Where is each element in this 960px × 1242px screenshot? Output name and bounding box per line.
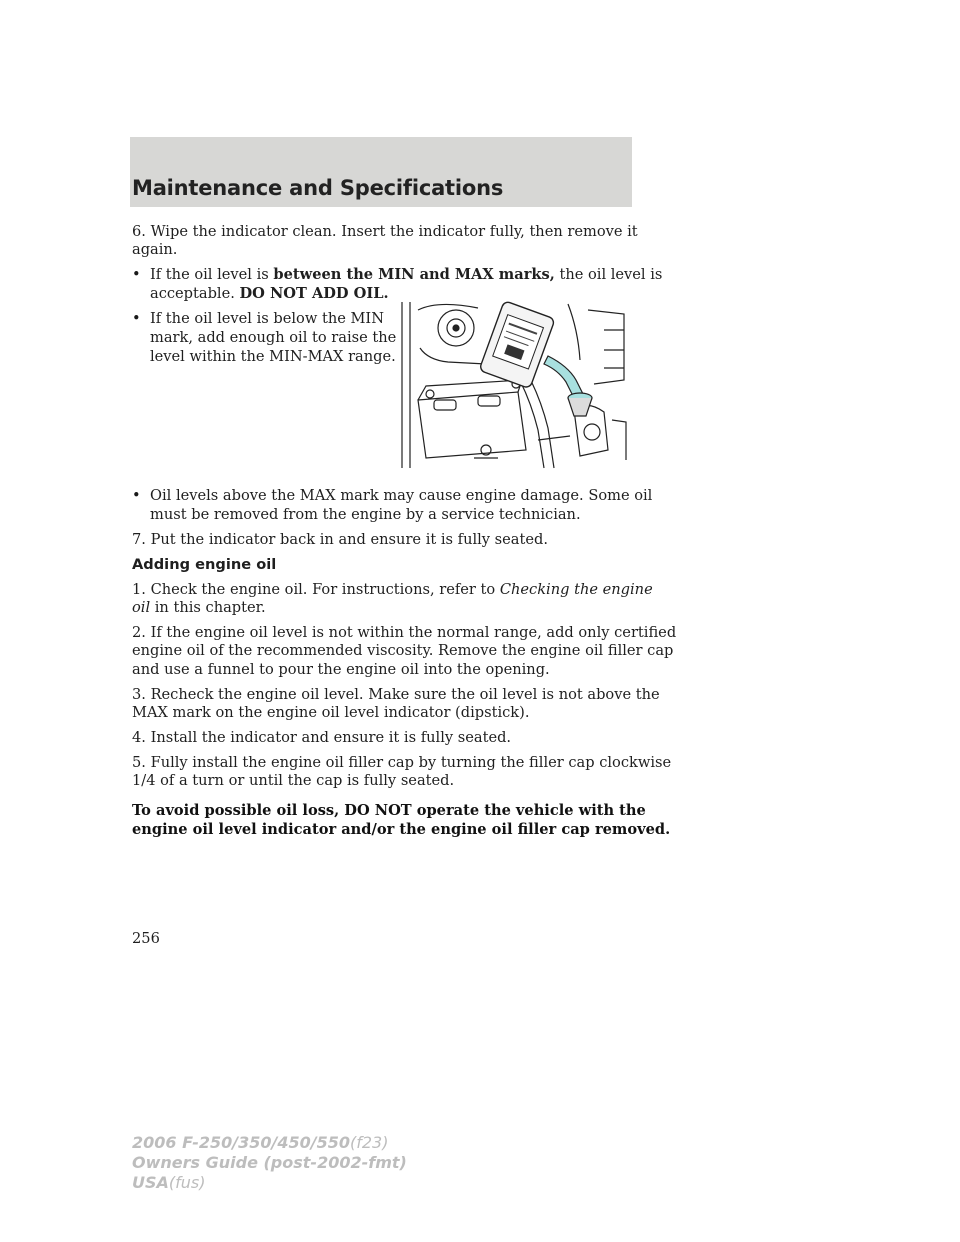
bullet-2-line-2: mark, add enough oil to raise the — [150, 329, 397, 346]
page-number: 256 — [132, 930, 160, 947]
bullet-3-line-2: must be removed from the engine by a service technician. — [150, 506, 581, 523]
engine-oil-fill-illustration — [398, 300, 630, 470]
step-6-text-cont: again. — [132, 241, 178, 258]
adding-step-3-line-1: 3. Recheck the engine oil level. Make sure the oil level is not above the — [132, 686, 660, 703]
adding-step-1-line-2: oil in this chapter. — [132, 599, 266, 616]
bullet-1-line-1: If the oil level is between the MIN and MAX marks, the oil level is — [150, 266, 663, 283]
step-6-text: 6. Wipe the indicator clean. Insert the indicator fully, then remove it — [132, 223, 638, 240]
bullet-2-line-1: If the oil level is below the MIN — [150, 310, 384, 327]
adding-step-2-line-1: 2. If the engine oil level is not within the normal range, add only certified — [132, 624, 677, 641]
adding-step-2-line-3: and use a funnel to pour the engine oil into the opening. — [132, 661, 550, 678]
bullet-3-line-1: Oil levels above the MAX mark may cause engine damage. Some oil — [150, 487, 653, 504]
section-heading-adding-oil: Adding engine oil — [132, 556, 277, 573]
oil-loss-warning: To avoid possible oil loss, DO NOT operate the vehicle with the engine oil level indicator and/or the engine oil filler cap removed. — [132, 802, 671, 838]
adding-step-5-line-2: 1/4 of a turn or until the cap is fully seated. — [132, 772, 455, 789]
adding-step-4: 4. Install the indicator and ensure it is fully seated. — [132, 729, 512, 746]
adding-step-1-line-1: 1. Check the engine oil. For instructions, refer to Checking the engine — [132, 581, 653, 598]
bullet-dot: • — [132, 487, 141, 504]
document-footer: 2006 F-250/350/450/550(f23) Owners Guide (post-2002-fmt) USA(fus) — [132, 1133, 407, 1192]
adding-step-5-line-1: 5. Fully install the engine oil filler cap by turning the filler cap clockwise — [132, 754, 672, 771]
bullet-dot: • — [132, 310, 141, 327]
step-7-text: 7. Put the indicator back in and ensure it is fully seated. — [132, 531, 548, 548]
bullet-2-line-3: level within the MIN-MAX range. — [150, 348, 396, 365]
bullet-1-line-2: acceptable. DO NOT ADD OIL. — [150, 285, 389, 302]
adding-step-2-line-2: engine oil of the recommended viscosity. Remove the engine oil filler cap — [132, 642, 674, 659]
page-title: Maintenance and Specifications — [132, 176, 504, 200]
bullet-dot: • — [132, 266, 141, 283]
adding-step-3-line-2: MAX mark on the engine oil level indicator (dipstick). — [132, 704, 530, 721]
